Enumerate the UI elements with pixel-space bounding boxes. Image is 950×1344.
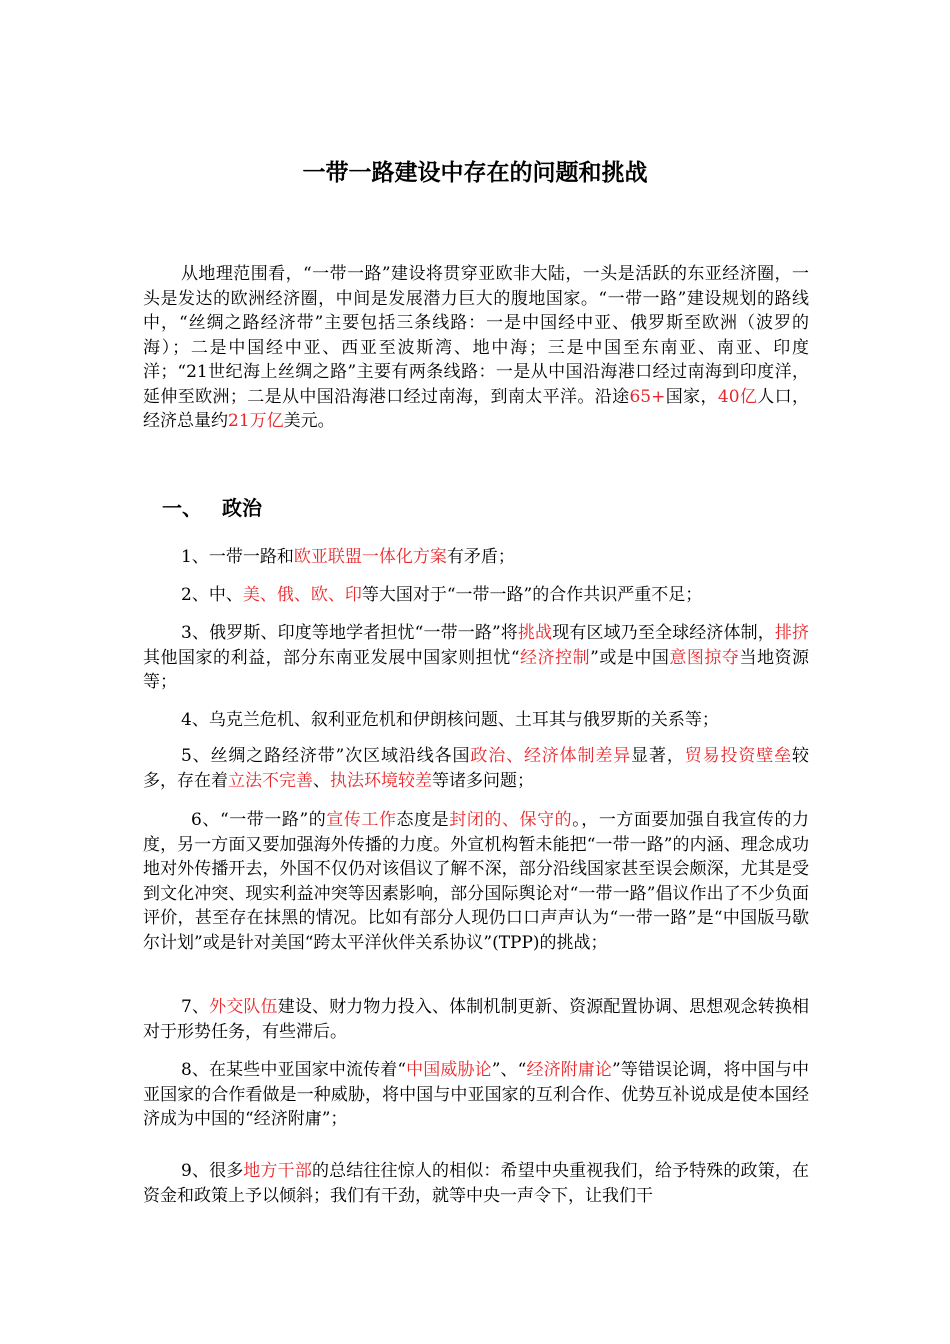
intro-paragraph <box>143 262 809 434</box>
section-number: 一、 <box>162 496 202 520</box>
highlighted-text: 外交队伍 <box>209 997 278 1017</box>
body-text: ”、“ <box>491 1060 527 1080</box>
body-text: 人口，经济总量约 <box>143 386 810 431</box>
highlighted-text: 贸易投资壁垒 <box>684 746 793 766</box>
highlighted-text: 经济控制 <box>519 647 591 668</box>
body-text: 等大国对于“一带一路”的合作共识严重不足； <box>361 585 703 605</box>
highlighted-text: 经济附庸论 <box>526 1060 613 1080</box>
section-heading-politics <box>162 493 262 523</box>
list-item-2 <box>143 583 809 608</box>
list-item-1 <box>143 545 809 570</box>
highlighted-text: 执法环境较差 <box>330 770 432 791</box>
body-text: 现有区域乃至全球经济体制， <box>552 623 775 643</box>
body-text: 8、在某些中亚国家中流传着“ <box>181 1060 407 1080</box>
list-item-3 <box>143 621 809 695</box>
body-text: 态度是 <box>396 810 450 830</box>
body-text: 3、俄罗斯、印度等地学者担忧“一带一路”将 <box>181 623 518 643</box>
body-text: 4、乌克兰危机、叙利亚危机和伊朗核问题、土耳其与俄罗斯的关系等； <box>181 710 719 730</box>
body-text: 国家， <box>665 386 718 407</box>
body-text: 等诸多问题； <box>432 770 534 791</box>
body-text: 7、 <box>181 997 210 1017</box>
list-item-6 <box>143 808 809 955</box>
body-text: 9、很多 <box>181 1161 244 1181</box>
population-figure: 40亿 <box>717 386 758 407</box>
body-text: 的总结往往惊人的相似：希望中央重视我们，给予特殊的政策，在资金和政策上予以倾斜；我们有干劲，就等中央一声令下，让我们干 <box>143 1161 809 1206</box>
highlighted-text: 美、俄、欧、印 <box>242 585 362 605</box>
body-text: 较多，存在着 <box>143 746 810 791</box>
body-text: 2、中、 <box>181 585 243 605</box>
economy-figure: 21万亿 <box>228 411 284 431</box>
body-text: 显著， <box>631 746 685 766</box>
list-item-8 <box>143 1058 809 1132</box>
list-item-5 <box>143 744 809 793</box>
body-text: 其他国家的利益，部分东南亚发展中国家则担忧“ <box>143 647 520 668</box>
body-text: 美元。 <box>283 411 335 431</box>
document-title: 一带一路建设中存在的问题和挑战 <box>302 159 648 186</box>
highlighted-text: 政治、经济体制差异 <box>470 746 632 766</box>
highlighted-text: 中国威胁论 <box>406 1060 492 1080</box>
highlighted-text: 意图掠夺 <box>669 647 740 668</box>
highlighted-text: 欧亚联盟一体化方案 <box>293 547 447 567</box>
body-text: 建设、财力物力投入、体制机制更新、资源配置协调、思想观念转换相对于形势任务，有些滞后。 <box>143 997 809 1042</box>
highlighted-text: 立法不完善 <box>228 770 313 791</box>
body-text: 1、一带一路和 <box>181 547 294 567</box>
list-item-9 <box>143 1159 809 1208</box>
body-text: 、 <box>313 770 330 791</box>
highlighted-text: 排挤 <box>774 623 810 643</box>
highlighted-text: 地方干部 <box>243 1161 312 1181</box>
body-text: 5、丝绸之路经济带”次区域沿线各国 <box>181 746 471 766</box>
highlighted-text: 封闭的、保守的 <box>449 810 573 830</box>
list-item-4 <box>143 708 809 733</box>
body-text: 从地理范围看，“一带一路”建设将贯穿亚欧非大陆，一头是活跃的东亚经济圈，一头是发达的欧洲经济圈，中间是发展潜力巨大的腹地国家。“一带一路”建设规划的路线中，“丝绸之路经济带”主要包括三条线路：一是中国经中亚、俄罗斯至欧洲（波罗的海）；二是中国经中亚、西亚至波斯湾、地中海；三是中国至东南亚、南亚、印度洋；“21世纪海上丝绸之路”主要有两条线路：一是从中国沿海港口经过南海到印度洋，延伸至欧洲；二是从中国沿海港口经过南海，到南太平洋。沿途 <box>143 264 809 407</box>
country-count: 65+ <box>629 386 666 407</box>
body-text: 。，一方面要加强自我宣传的力度，另一方面又要加强海外传播的力度。外宣机构暂未能把“一带一路”的内涵、理念成功地对外传播开去，外国不仅仍对该倡议了解不深，部分沿线国家甚至误会颇深，尤其是受到文化冲突、现实利益冲突等因素影响，部分国际舆论对“一带一路”倡议作出了不少负面评价，甚至存在抹黑的情况。比如有部分人现仍口口声声认为“一带一路”是“中国版马歇尔计划”或是针对美国“跨太平洋伙伴关系协议”(TPP)的挑战； <box>143 810 810 953</box>
highlighted-text: 挑战 <box>517 623 553 643</box>
body-text: 6、“一带一路”的 <box>191 810 327 830</box>
body-text: ”等错误论调，将中国与中亚国家的合作看做是一种威胁，将中国与中亚国家的互利合作、优势互补说成是使本国经济成为中国的“经济附庸”； <box>143 1060 810 1129</box>
section-title: 政治 <box>222 496 262 520</box>
body-text: 当地资源等； <box>143 647 809 692</box>
body-text: ”或是中国 <box>590 647 670 668</box>
body-text: 有矛盾； <box>446 547 515 567</box>
highlighted-text: 宣传工作 <box>326 810 397 830</box>
list-item-7 <box>143 995 809 1044</box>
